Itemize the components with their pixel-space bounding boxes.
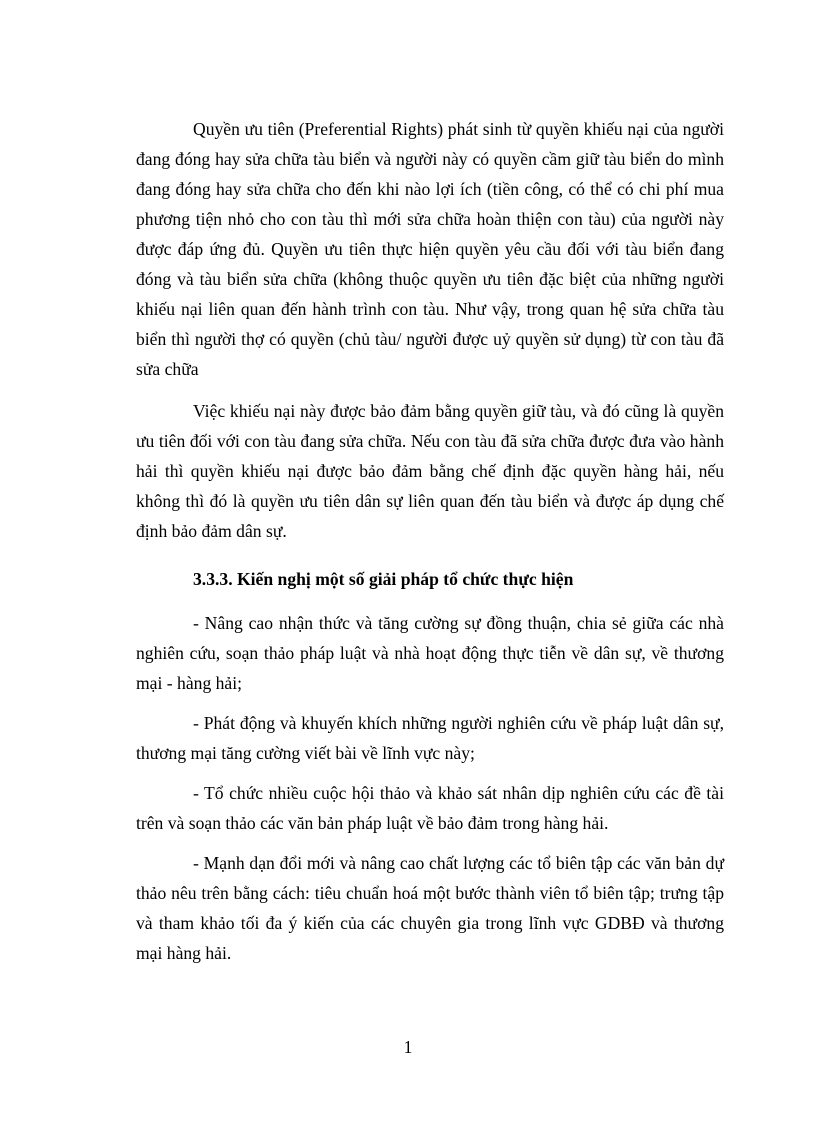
list-item: - Phát động và khuyến khích những người nghiên cứu về pháp luật dân sự, thương mại tăng cường viết bài về lĩnh vực này; (136, 713, 724, 763)
paragraph-claim-guarantee: Việc khiếu nại này được bảo đảm bằng quyền giữ tàu, và đó cũng là quyền ưu tiên đối với con tàu đang sửa chữa. Nếu con tàu đã sửa chữa được đưa vào hành hải thì quyền khiếu nại được bảo đảm bằng chế định đặc quyền hàng hải, nếu không thì đó là quyền ưu tiên dân sự liên quan đến tàu biển và được áp dụng chế định bảo đảm dân sự. (136, 401, 724, 541)
section-heading: 3.3.3. Kiến nghị một số giải pháp tổ chức thực hiện (193, 569, 574, 589)
list-item: - Mạnh dạn đổi mới và nâng cao chất lượng các tổ biên tập các văn bản dự thảo nêu trên bằng cách: tiêu chuẩn hoá một bước thành viên tổ biên tập; trưng tập và tham khảo tối đa ý kiến của các chuyên gia trong lĩnh vực GDBĐ và thương mại hàng hải. (136, 853, 724, 963)
page-number: 1 (403, 1037, 413, 1057)
list-item: - Nâng cao nhận thức và tăng cường sự đồng thuận, chia sẻ giữa các nhà nghiên cứu, soạn thảo pháp luật và nhà hoạt động thực tiễn về dân sự, về thương mại - hàng hải; (136, 613, 724, 693)
paragraph-preferential-rights: Quyền ưu tiên (Preferential Rights) phát sinh từ quyền khiếu nại của người đang đóng hay sửa chữa tàu biển và người này có quyền cầm giữ tàu biển do mình đang đóng hay sửa chữa cho đến khi nào lợi ích (tiền công, có thể có chi phí mua phương tiện nhỏ cho con tàu thì mới sửa chữa hoàn thiện con tàu) của người này được đáp ứng đủ. Quyền ưu tiên thực hiện quyền yêu cầu đối với tàu biển đang đóng và tàu biển sửa chữa (không thuộc quyền ưu tiên đặc biệt của những người khiếu nại liên quan đến hành trình con tàu. Như vậy, trong quan hệ sửa chữa tàu biển thì người thợ có quyền (chủ tàu/ người được uỷ quyền sử dụng) từ con tàu đã sửa chữa (136, 119, 724, 379)
list-item: - Tổ chức nhiều cuộc hội thảo và khảo sát nhân dịp nghiên cứu các đề tài trên và soạn thảo các văn bản pháp luật về bảo đảm trong hàng hải. (136, 783, 724, 833)
